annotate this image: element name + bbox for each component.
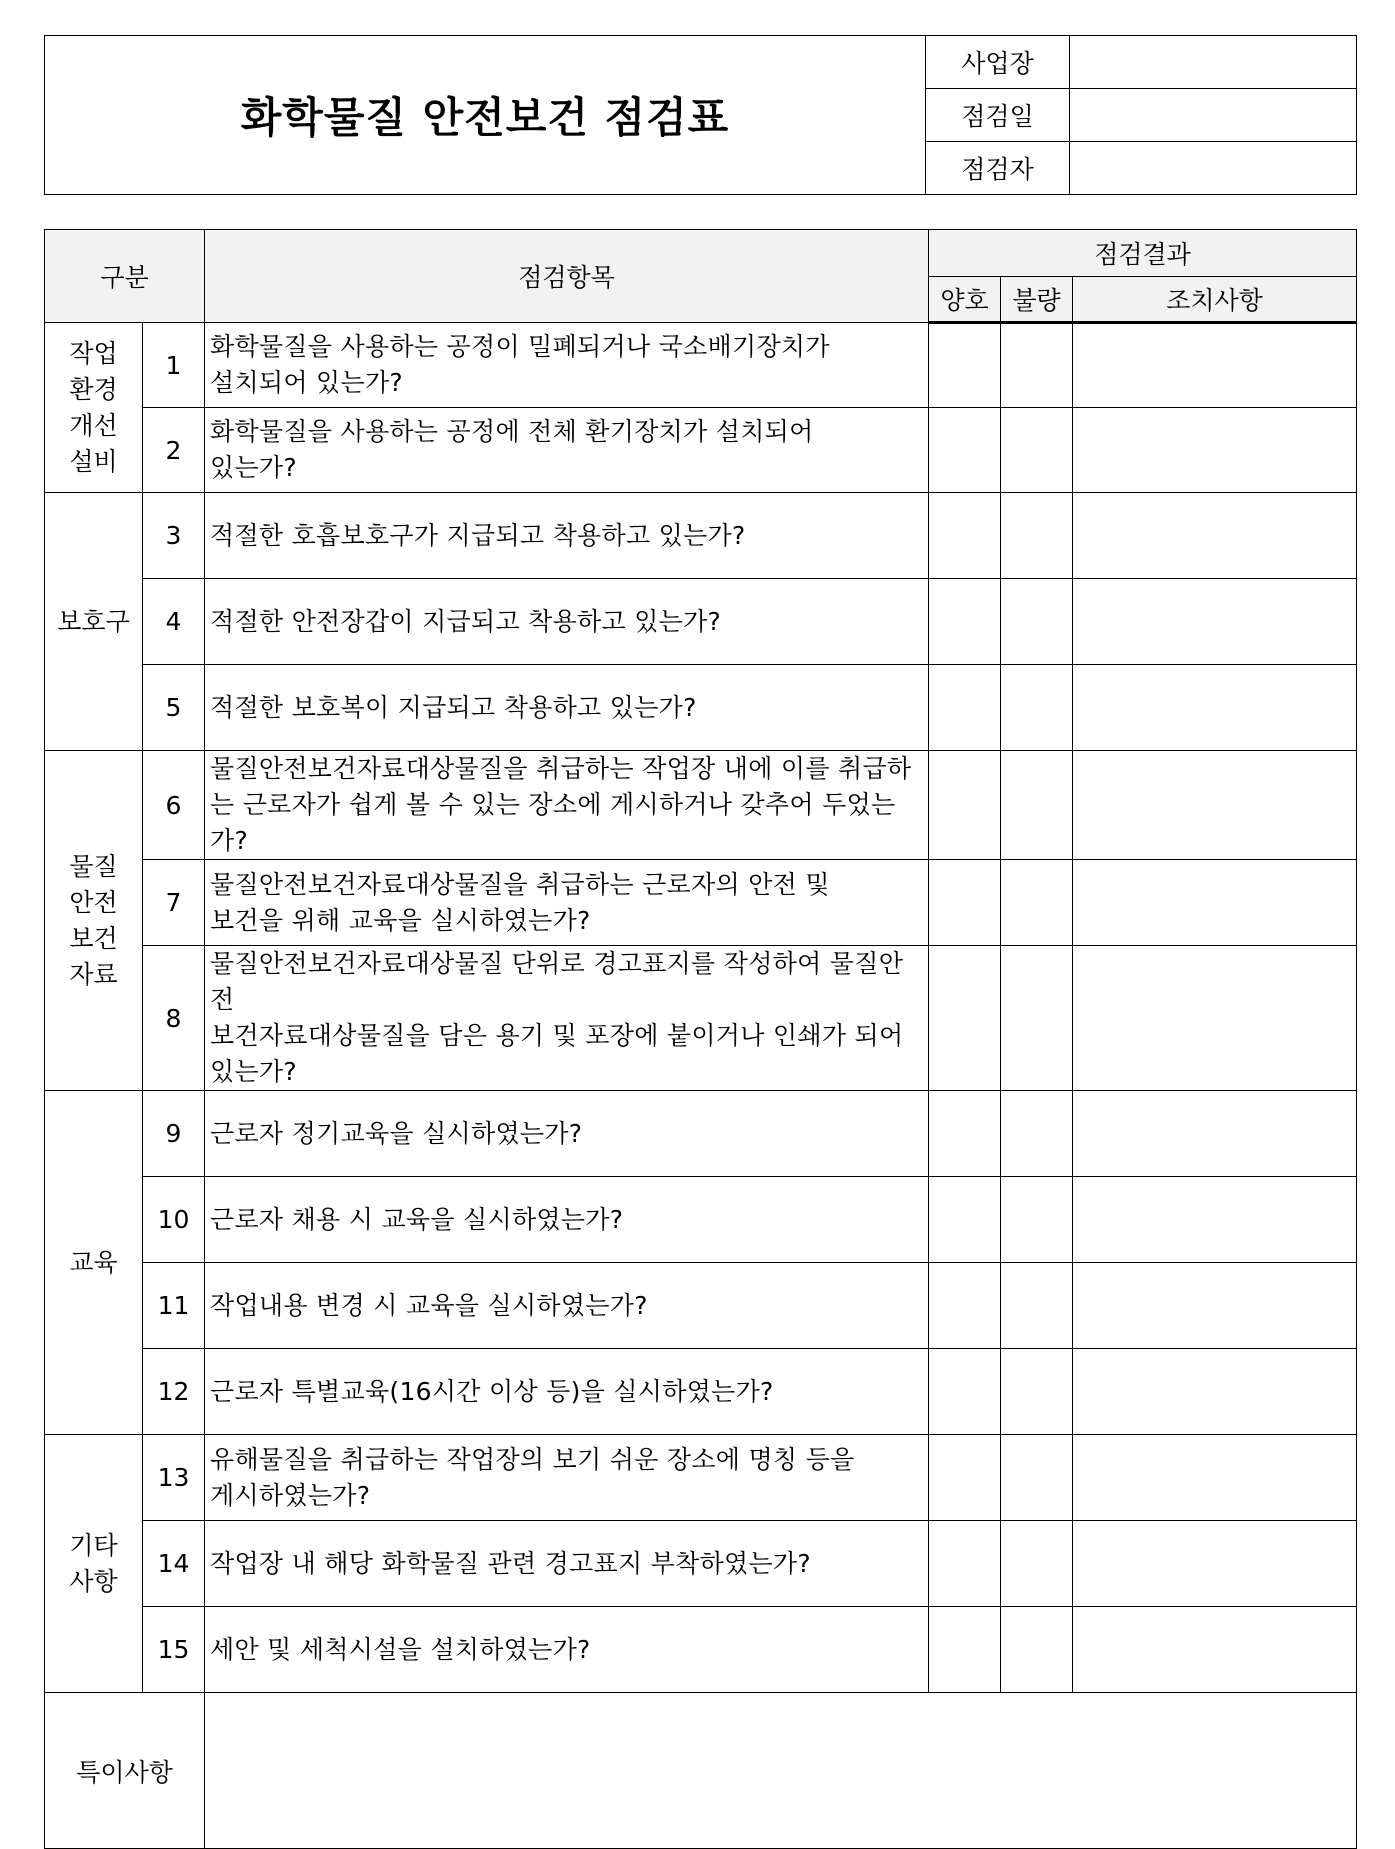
page-title: 화학물질 안전보건 점검표: [45, 36, 926, 195]
col-header-category: 구분: [45, 230, 205, 323]
check-item-text: [205, 1177, 929, 1263]
bad-cell[interactable]: [1001, 579, 1073, 665]
item-number: 5: [143, 665, 205, 751]
good-cell[interactable]: [929, 408, 1001, 493]
check-item-line: 적절한 보호복이 지급되고 착용하고 있는가?: [210, 692, 697, 722]
category-label-line: 설비: [69, 446, 118, 476]
inspection-date-label: 점검일: [926, 89, 1070, 142]
action-cell[interactable]: [1073, 665, 1357, 751]
item-number: 10: [143, 1177, 205, 1263]
table-row: [45, 1607, 1357, 1693]
item-number: 15: [143, 1607, 205, 1693]
col-header-bad: 불량: [1001, 277, 1073, 323]
check-item-text: [205, 751, 929, 860]
remarks-row: [45, 1693, 1357, 1849]
check-item-line: 작업내용 변경 시 교육을 실시하였는가?: [210, 1290, 648, 1320]
item-number: 3: [143, 493, 205, 579]
table-row: [45, 493, 1357, 579]
inspector-label: 점검자: [926, 142, 1070, 195]
good-cell[interactable]: [929, 751, 1001, 860]
table-row: [45, 1435, 1357, 1521]
item-number: 4: [143, 579, 205, 665]
bad-cell[interactable]: [1001, 1091, 1073, 1177]
category-cell: [45, 1435, 143, 1693]
item-number: 11: [143, 1263, 205, 1349]
action-cell[interactable]: [1073, 579, 1357, 665]
check-item-text: [205, 493, 929, 579]
table-row: [45, 665, 1357, 751]
table-row: [45, 860, 1357, 946]
category-cell: [45, 751, 143, 1091]
bad-cell[interactable]: [1001, 860, 1073, 946]
check-item-text: [205, 1349, 929, 1435]
check-item-line: 보건자료대상물질을 담은 용기 및 포장에 붙이거나 인쇄가 되어: [210, 1021, 904, 1050]
table-row: [45, 751, 1357, 860]
good-cell[interactable]: [929, 1091, 1001, 1177]
inspection-date-field[interactable]: [1070, 89, 1357, 142]
action-cell[interactable]: [1073, 323, 1357, 408]
good-cell[interactable]: [929, 323, 1001, 408]
check-item-line: 근로자 채용 시 교육을 실시하였는가?: [210, 1204, 624, 1234]
item-number: 9: [143, 1091, 205, 1177]
check-item-text: [205, 1435, 929, 1521]
col-header-item: 점검항목: [205, 230, 929, 323]
check-item-text: [205, 665, 929, 751]
check-item-text: [205, 1263, 929, 1349]
category-label-line: 작업: [69, 338, 118, 368]
check-item-line: 있는가?: [210, 453, 297, 482]
action-cell[interactable]: [1073, 860, 1357, 946]
item-number: 1: [143, 323, 205, 408]
bad-cell[interactable]: [1001, 1435, 1073, 1521]
check-item-text: [205, 1607, 929, 1693]
good-cell[interactable]: [929, 946, 1001, 1091]
bad-cell[interactable]: [1001, 323, 1073, 408]
col-header-good: 양호: [929, 277, 1001, 323]
bad-cell[interactable]: [1001, 1607, 1073, 1693]
action-cell[interactable]: [1073, 1435, 1357, 1521]
check-item-text: [205, 946, 929, 1091]
category-label-line: 개선: [69, 410, 118, 440]
workplace-label: 사업장: [926, 36, 1070, 89]
check-item-line: 는 근로자가 쉽게 볼 수 있는 장소에 게시하거나 갖추어 두었는가?: [210, 790, 896, 855]
col-header-result: 점검결과: [929, 230, 1357, 277]
bad-cell[interactable]: [1001, 1177, 1073, 1263]
item-number: 12: [143, 1349, 205, 1435]
action-cell[interactable]: [1073, 1607, 1357, 1693]
check-item-line: 보건을 위해 교육을 실시하였는가?: [210, 905, 591, 935]
action-cell[interactable]: [1073, 1349, 1357, 1435]
category-cell: [45, 1091, 143, 1435]
good-cell[interactable]: [929, 1263, 1001, 1349]
category-label-line: 보호구: [57, 606, 130, 636]
table-row: [45, 1349, 1357, 1435]
inspector-field[interactable]: [1070, 142, 1357, 195]
check-item-text: [205, 408, 929, 493]
table-row: [45, 1177, 1357, 1263]
bad-cell[interactable]: [1001, 493, 1073, 579]
check-item-line: 물질안전보건자료대상물질을 취급하는 작업장 내에 이를 취급하: [210, 754, 912, 783]
category-label-line: 안전: [69, 887, 118, 917]
category-label-line: 사항: [69, 1566, 118, 1596]
check-item-line: 근로자 정기교육을 실시하였는가?: [210, 1118, 583, 1148]
category-label-line: 물질: [69, 851, 118, 881]
check-item-line: 화학물질을 사용하는 공정이 밀폐되거나 국소배기장치가: [210, 332, 830, 361]
table-row: [45, 946, 1357, 1091]
remarks-label: 특이사항: [45, 1693, 205, 1849]
check-item-line: 근로자 특별교육(16시간 이상 등)을 실시하였는가?: [210, 1376, 774, 1406]
remarks-field[interactable]: [205, 1693, 1357, 1849]
bad-cell[interactable]: [1001, 1349, 1073, 1435]
good-cell[interactable]: [929, 1521, 1001, 1607]
check-item-line: 게시하였는가?: [210, 1480, 371, 1510]
table-row: [45, 323, 1357, 408]
action-cell[interactable]: [1073, 946, 1357, 1091]
checklist-table: [44, 229, 1357, 1849]
check-item-line: 작업장 내 해당 화학물질 관련 경고표지 부착하였는가?: [210, 1548, 811, 1578]
table-row: [45, 579, 1357, 665]
category-label-line: 기타: [69, 1530, 118, 1560]
bad-cell[interactable]: [1001, 751, 1073, 860]
check-item-line: 화학물질을 사용하는 공정에 전체 환기장치가 설치되어: [210, 417, 814, 446]
category-label-line: 환경: [69, 374, 118, 404]
workplace-field[interactable]: [1070, 36, 1357, 89]
bad-cell[interactable]: [1001, 665, 1073, 751]
check-item-line: 적절한 안전장갑이 지급되고 착용하고 있는가?: [210, 606, 722, 636]
check-item-line: 물질안전보건자료대상물질을 취급하는 근로자의 안전 및: [210, 869, 830, 899]
item-number: 14: [143, 1521, 205, 1607]
bad-cell[interactable]: [1001, 946, 1073, 1091]
good-cell[interactable]: [929, 860, 1001, 946]
table-row: [45, 408, 1357, 493]
action-cell[interactable]: [1073, 1521, 1357, 1607]
action-cell[interactable]: [1073, 493, 1357, 579]
check-item-line: 설치되어 있는가?: [210, 368, 403, 397]
item-number: 2: [143, 408, 205, 493]
check-item-line: 세안 및 세척시설을 설치하였는가?: [210, 1634, 591, 1664]
bad-cell[interactable]: [1001, 408, 1073, 493]
check-item-line: 물질안전보건자료대상물질 단위로 경고표지를 작성하여 물질안전: [210, 949, 904, 1014]
check-item-line: 적절한 호흡보호구가 지급되고 착용하고 있는가?: [210, 520, 746, 550]
check-item-text: [205, 323, 929, 408]
item-number: 7: [143, 860, 205, 946]
good-cell[interactable]: [929, 1607, 1001, 1693]
category-cell: [45, 493, 143, 751]
action-cell[interactable]: [1073, 1177, 1357, 1263]
action-cell[interactable]: [1073, 1263, 1357, 1349]
good-cell[interactable]: [929, 1435, 1001, 1521]
col-header-action: 조치사항: [1073, 277, 1357, 323]
check-item-line: 유해물질을 취급하는 작업장의 보기 쉬운 장소에 명칭 등을: [210, 1444, 855, 1474]
good-cell[interactable]: [929, 579, 1001, 665]
item-number: 6: [143, 751, 205, 860]
good-cell[interactable]: [929, 493, 1001, 579]
action-cell[interactable]: [1073, 751, 1357, 860]
bad-cell[interactable]: [1001, 1263, 1073, 1349]
action-cell[interactable]: [1073, 408, 1357, 493]
check-item-line: 있는가?: [210, 1057, 297, 1086]
category-label-line: 보건: [69, 923, 118, 953]
category-cell: [45, 323, 143, 493]
category-label-line: 자료: [69, 959, 118, 989]
good-cell[interactable]: [929, 1349, 1001, 1435]
check-item-text: [205, 579, 929, 665]
good-cell[interactable]: [929, 1177, 1001, 1263]
check-item-text: [205, 1091, 929, 1177]
item-number: 8: [143, 946, 205, 1091]
table-row: [45, 1263, 1357, 1349]
table-row: [45, 1091, 1357, 1177]
check-item-text: [205, 1521, 929, 1607]
action-cell[interactable]: [1073, 1091, 1357, 1177]
check-item-text: [205, 860, 929, 946]
item-number: 13: [143, 1435, 205, 1521]
good-cell[interactable]: [929, 665, 1001, 751]
category-label-line: 교육: [69, 1247, 118, 1277]
header-table: [44, 35, 1357, 195]
table-row: [45, 1521, 1357, 1607]
bad-cell[interactable]: [1001, 1521, 1073, 1607]
